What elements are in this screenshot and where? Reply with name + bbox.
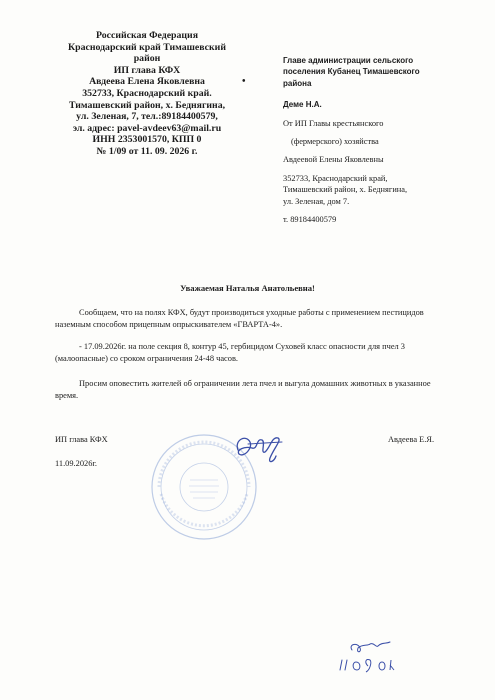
salutation: Уважаемая Наталья Анатольевна! bbox=[180, 283, 315, 293]
sender-line: Авдеева Елена Яковлевна bbox=[89, 76, 205, 88]
sender-block bbox=[38, 30, 256, 158]
from-line: Авдеевой Елены Яковлевны bbox=[283, 155, 384, 165]
phone-line: т. 89184400579 bbox=[283, 215, 337, 225]
recipient-name: Деме Н.А. bbox=[283, 100, 322, 110]
footer-position: ИП глава КФХ bbox=[55, 435, 108, 444]
sender-line: район bbox=[133, 53, 161, 65]
body-paragraph: - 17.09.2026г. на поле секция 8, контур 45, гербицидом Суховей класс опасности для пчел 3 (малоопасные) со сроком ограничения 24-48 часов. bbox=[55, 342, 405, 363]
address-line: Тимашевский район, х. Беднягина, bbox=[283, 185, 408, 195]
sender-line: 352733, Краснодарский край. bbox=[82, 87, 212, 99]
from-line: От ИП Главы крестьянского bbox=[283, 118, 384, 128]
recipient-line: района bbox=[283, 78, 312, 88]
address-line: 352733, Краснодарский край, bbox=[283, 173, 388, 183]
footer-signer: Авдеева Е.Я. bbox=[388, 435, 435, 444]
recipient-line: Главе администрации сельского bbox=[283, 56, 414, 65]
sender-line: Российская Федерация bbox=[96, 30, 198, 41]
sender-line: ул. Зеленая, 7, тел.:89184400579, bbox=[76, 111, 218, 123]
bullet-mark: • bbox=[242, 76, 246, 87]
body-paragraph: Просим оповестить жителей об ограничении лета пчел и выгула домашних животных в указанное время. bbox=[55, 379, 431, 400]
sender-line: ИП глава КФХ bbox=[113, 64, 181, 76]
recipient-block bbox=[283, 55, 483, 225]
sender-line: Краснодарский край Тимашевский bbox=[68, 41, 226, 53]
recipient-line: поселения Кубанец Тимашевского bbox=[283, 67, 420, 77]
footer-date: 11.09.2026г. bbox=[55, 459, 97, 468]
sender-email-line: эл. адрес: pavel-avdeev63@mail.ru bbox=[72, 122, 222, 134]
sender-line: Тимашевский район, х. Беднягина, bbox=[68, 99, 226, 111]
handwritten-receipt-mark bbox=[330, 640, 405, 675]
sender-line: ИНН 2353001570, КПП 0 bbox=[92, 134, 202, 146]
address-line: ул. Зеленая, дом 7. bbox=[283, 196, 350, 206]
from-line: (фермерского) хозяйства bbox=[291, 137, 379, 147]
letter-number: № 1/09 от 11. 09. 2026 г. bbox=[96, 145, 198, 157]
handwritten-signature bbox=[230, 428, 290, 468]
body-paragraph: Сообщаем, что на полях КФХ, будут производиться уходные работы с применением пестицидов наземным способом прицепным опрыскивателем «ГВАРТА-4». bbox=[55, 308, 424, 329]
